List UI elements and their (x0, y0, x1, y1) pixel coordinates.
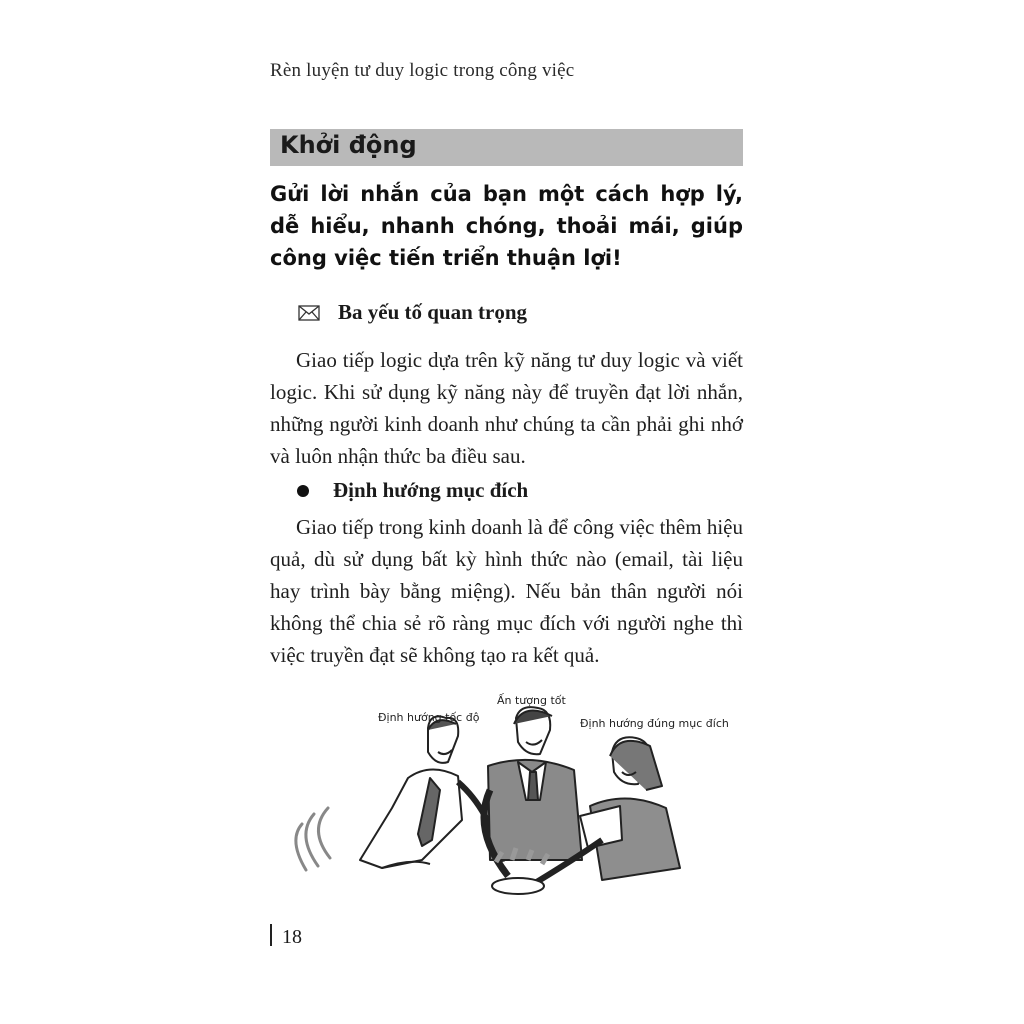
paragraph-1-text: Giao tiếp logic dựa trên kỹ năng tư duy logic và viết logic. Khi sử dụng kỹ năng này để truyền đạt lời nhắn, những người kinh doanh như chúng ta cần phải ghi nhớ và luôn nhận thức ba điều sau. (270, 348, 743, 468)
motion-lines-icon (296, 808, 330, 870)
caption-purpose: Định hướng đúng mục đích (580, 717, 729, 730)
subheading-text: Ba yếu tố quan trọng (338, 300, 528, 324)
paragraph-1 (270, 344, 743, 472)
subheading (298, 300, 527, 325)
page-number-rule (270, 924, 272, 946)
page-number: 18 (282, 926, 302, 948)
bullet-item (297, 478, 528, 503)
caption-impression: Ấn tượng tốt (497, 694, 566, 707)
person-left-icon (360, 716, 502, 868)
paragraph-2-text: Giao tiếp trong kinh doanh là để công việc thêm hiệu quả, dù sử dụng bất kỳ hình thức nào (email, tài liệu hay trình bày bằng miệng). Nếu bản thân người nói không thể chia sẻ rõ ràng mục đích với người nghe thì việc truyền đạt sẽ không tạo ra kết quả. (270, 515, 743, 667)
caption-speed: Định hướng tốc độ (378, 711, 480, 724)
paragraph-2 (270, 511, 743, 671)
running-header: Rèn luyện tư duy logic trong công việc (270, 60, 575, 81)
bullet-text: Định hướng mục đích (333, 478, 529, 502)
section-banner (270, 129, 743, 166)
lead-text: Gửi lời nhắn của bạn một cách hợp lý, dễ hiểu, nhanh chóng, thoải mái, giúp công việc tiến triển thuận lợi! (270, 182, 743, 270)
envelope-icon (298, 305, 320, 321)
section-title: Khởi động (280, 131, 417, 159)
bullet-icon (297, 485, 309, 497)
